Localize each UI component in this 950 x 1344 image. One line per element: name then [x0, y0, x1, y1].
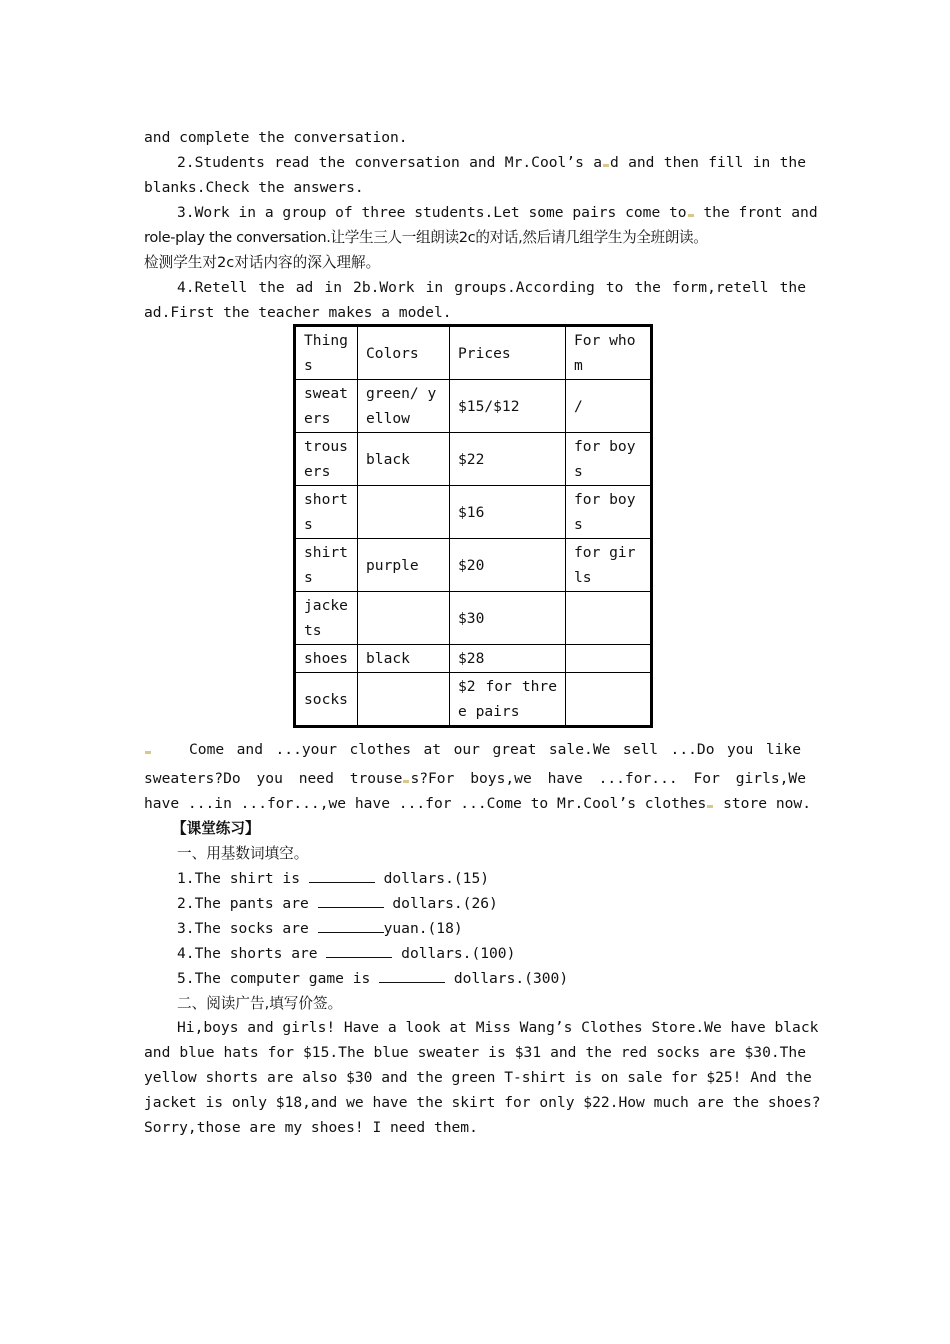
text: and complete the conversation. [144, 129, 408, 146]
table-cell: socks [295, 673, 358, 727]
table-cell [566, 673, 652, 727]
text: blanks.Check the answers. [144, 179, 364, 196]
table-cell: / [566, 380, 652, 433]
table-cell [358, 486, 450, 539]
table-row [295, 539, 652, 592]
table-cell: short s [295, 486, 358, 539]
answer-blank[interactable] [379, 968, 445, 983]
table-cell: for girls [566, 539, 652, 592]
text-line [144, 125, 806, 150]
step-3-line [177, 200, 818, 225]
text: 4.Retell the ad in 2b.Work in groups.According to the form,retell the [177, 279, 806, 296]
table-cell: $28 [450, 645, 566, 673]
table-cell: for boys [566, 486, 652, 539]
table-cell: shirt s [295, 539, 358, 592]
text: 2.Students read the conversation and Mr.Cool’s a [177, 154, 602, 171]
table-cell [566, 592, 652, 645]
clothes-form-table [293, 324, 653, 728]
header-cell: Thing s [295, 326, 358, 380]
text: 检测学生对2c对话内容的深入理解。 [144, 254, 381, 271]
table-header-row [295, 326, 652, 380]
table-cell [358, 592, 450, 645]
highlight-mark [145, 751, 151, 754]
question-5 [177, 966, 839, 991]
text: 4.The shorts are [177, 945, 327, 962]
table-cell: sweat ers [295, 380, 358, 433]
step-2-line [177, 150, 806, 175]
table-cell [358, 673, 450, 727]
text: the front and [694, 204, 818, 221]
table-row [295, 592, 652, 645]
ad-line [144, 791, 811, 816]
table-row [295, 380, 652, 433]
practice-heading: 【课堂练习】 [172, 820, 260, 837]
table-cell: purple [358, 539, 450, 592]
text: have ...in ...for...,we have ...for ...Come to Mr.Cool’s clothes [144, 795, 707, 812]
header-cell: Colors [358, 326, 450, 380]
table-cell: jacke ts [295, 592, 358, 645]
text: dollars.(15) [374, 870, 490, 887]
question-1 [177, 866, 839, 891]
highlight-mark [688, 214, 694, 217]
text: dollars.(300) [445, 970, 569, 987]
reading-line: Sorry,those are my shoes! I need them. [144, 1119, 478, 1136]
header-cell: For whom [566, 326, 652, 380]
text: store now. [714, 795, 811, 812]
text: Come and ...your clothes at our great sale.We sell ...Do you like [189, 741, 801, 758]
text: d and then fill in the [609, 154, 806, 171]
answer-blank[interactable] [309, 868, 375, 883]
text: ad.First the teacher makes a model. [144, 304, 452, 321]
text: yuan.(18) [383, 920, 463, 937]
table-row [295, 673, 652, 727]
text-line [144, 300, 806, 325]
table-cell: black [358, 433, 450, 486]
table-row [295, 433, 652, 486]
text-line [144, 250, 806, 275]
section-1-title: 一、用基数词填空。 [177, 845, 309, 862]
text: 2.The pants are [177, 895, 318, 912]
text: 3.Work in a group of three students.Let some pairs come to [177, 204, 687, 221]
ad-line [144, 737, 806, 762]
question-4 [177, 941, 839, 966]
reading-line: Hi,boys and girls! Have a look at Miss Wang’s Clothes Store.We have black [177, 1019, 819, 1036]
table-cell [566, 645, 652, 673]
step-4-line [177, 275, 806, 300]
section-2-title: 二、阅读广告,填写价签。 [177, 995, 343, 1012]
text: s?For boys,we have ...for... For girls,We [410, 770, 807, 787]
question-3 [177, 916, 839, 941]
table-cell: shoes [295, 645, 358, 673]
header-cell: Prices [450, 326, 566, 380]
answer-blank[interactable] [318, 893, 384, 908]
text: 3.The socks are [177, 920, 318, 937]
table-cell: trous ers [295, 433, 358, 486]
text-line [144, 225, 806, 250]
table-cell: for boys [566, 433, 652, 486]
table-row [295, 645, 652, 673]
reading-line: jacket is only $18,and we have the skirt for only $22.How much are the shoes? [144, 1094, 821, 1111]
text: sweaters?Do you need trouse [144, 770, 403, 787]
text: 1.The shirt is [177, 870, 309, 887]
ad-line [144, 766, 806, 791]
table-cell: black [358, 645, 450, 673]
text: role-play the conversation.让学生三人一组朗读2c的对话,然后请几组学生为全班朗读。 [144, 229, 708, 246]
text: 5.The computer game is [177, 970, 380, 987]
question-2 [177, 891, 839, 916]
table-cell: $15/$12 [450, 380, 566, 433]
text: dollars.(100) [392, 945, 516, 962]
table-cell: green/ yellow [358, 380, 450, 433]
table-cell: $22 [450, 433, 566, 486]
answer-blank[interactable] [326, 943, 392, 958]
table-cell: $20 [450, 539, 566, 592]
highlight-mark [707, 805, 713, 808]
table-cell: $30 [450, 592, 566, 645]
highlight-mark [403, 780, 409, 783]
highlight-mark [603, 164, 609, 167]
answer-blank[interactable] [318, 918, 384, 933]
table-cell: $2 for three pairs [450, 673, 566, 727]
reading-line: yellow shorts are also $30 and the green T-shirt is on sale for $25! And the [144, 1069, 812, 1086]
text-line [144, 175, 806, 200]
reading-line: and blue hats for $15.The blue sweater is $31 and the red socks are $30.The [144, 1044, 806, 1061]
text: dollars.(26) [383, 895, 498, 912]
table-row [295, 486, 652, 539]
table-cell: $16 [450, 486, 566, 539]
